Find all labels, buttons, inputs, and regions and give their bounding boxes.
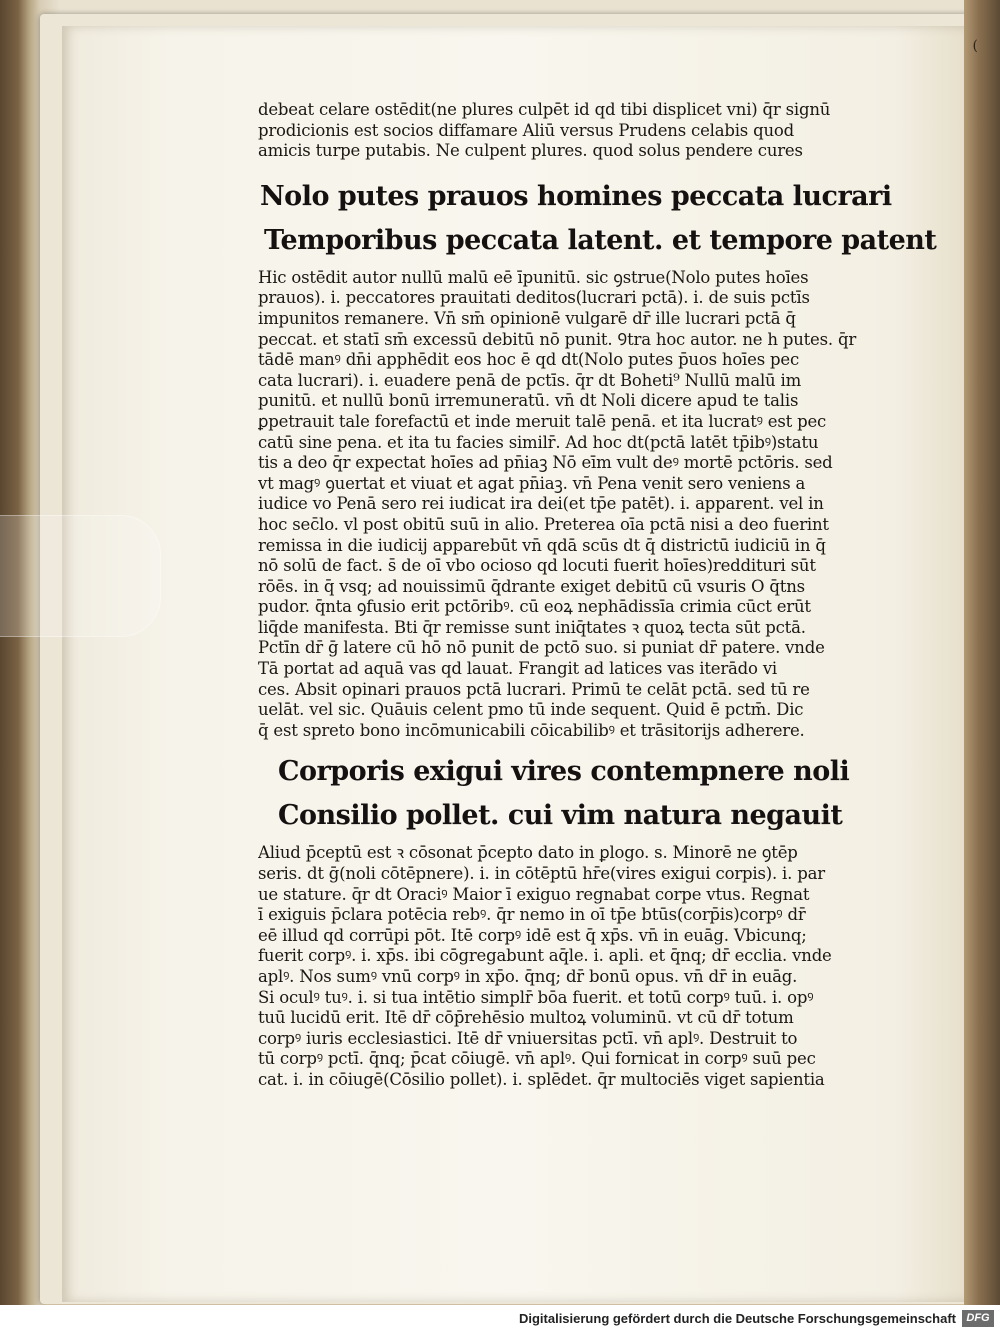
commentary-line: aplꝰ. Nos sumꝰ vnū corpꝰ in xp̄o. q̄nq; dr̄ bonū opus. vn̄ dr̄ in euāg. [258, 967, 798, 986]
commentary-line: peccat. et statī sm̄ excessū debitū nō punit̄. Ꝯtra hoc autor. ne h̄ putes. q̄r [258, 329, 857, 349]
text-line: prodicionis est socios diffamare Aliū versus Prudens celabis quod [258, 120, 794, 140]
dfg-logo: DFG [962, 1310, 994, 1327]
verse-heading-4: Consilio pollet. cui vim natura negauit [278, 800, 843, 832]
commentary-line: ꝑpetrauit tale forefactū et inde meruit talē penā. et ita lucratꝰ est pec [258, 411, 827, 431]
text-block [258, 100, 937, 1105]
commentary-line: liq̄de manifesta. Bti q̄r remisse sunt iniq̄tates ꝛ quoꝝ tecta sūt pctā. [258, 617, 806, 637]
commentary-line: Aliud p̄ceptū est ꝛ cōsonat p̄cepto dato in ꝑlogo. s. Minorē ne ꝯtēp [258, 843, 798, 863]
commentary-line: uelāt. vel sic. Quāuis celent̄ pmo tū inde sequent̄. Quid ē pctm̄. Dic [258, 700, 804, 720]
commentary-line: rōēs. in q̄ vsq; ad nouissimū q̄drante exiget̄ debitū cū vsuris O q̄tns [258, 576, 805, 596]
book-cover-edge [964, 0, 1000, 1305]
commentary-paragraph-2 [258, 843, 886, 1090]
commentary-line: seris. dt̄ ḡ(noli cōtēpnere). i. in cōtēptū hr̄e(vires exigui corpis). i. par [258, 864, 825, 884]
commentary-line: impunitos remanere. Vn̄ sm̄ opinionē vulgarē dr̄ ille lucrari pctā q̄ [258, 308, 796, 328]
text-line: amicis turpe putabis. Ne culpent plures. quod solus pendere cures [258, 141, 803, 161]
commentary-line: cata lucrari). i. euadere penā de pctīs. q̄r dt̄ Boheti⁹ Nullū malū im [258, 370, 802, 390]
footer-bar [0, 1305, 1000, 1332]
verse-heading-3: Corporis exigui vires contempnere noli [278, 756, 850, 788]
commentary-line: fuerit corpꝰ. i. xp̄s. ibi cōgregabunt̄ aq̄le. i. apl̄i. et q̄nq; dr̄ eccl̄ia. vnde [258, 946, 832, 966]
commentary-line: eē illud qd̄ corrūpi pōt. Itē corpꝰ idē est q̄ xp̄s. vn̄ in euāg. Vbicunq; [258, 925, 807, 945]
commentary-line: corpꝰ iuris ecclesiastici. Itē dr̄ vniuersitas pctī. vn̄ aplꝰ. Destruit to [258, 1028, 798, 1048]
commentary-line: ī exiguis p̄clara potēcia rebꝰ. q̄r nemo in oī tp̄e btūs(corp̄is)corpꝰ dr̄ [258, 905, 806, 925]
page-tab-marker [0, 515, 161, 637]
commentary-line: pudor. q̄nta ꝯfusio erit pctōribꝰ. cū eoꝝ nephādissīa crimia cūct̄ erūt [258, 597, 811, 617]
commentary-line: tis a deo q̄r expectat hoīes ad pn̄iaꝫ Nō eīm vult deꝰ mortē pctōris. sed [258, 453, 833, 473]
commentary-line: Tā portat̄ ad aquā vas qd̄ lauat. Frangit̄ ad latices vas iterādo vi [258, 659, 778, 679]
commentary-line: nō solū de fact̄. s̄ de oī vbo ocioso qd̄ locuti fuerit hoīes)reddituri sūt [258, 556, 816, 576]
commentary-line: Si oculꝰ tuꝰ. i. si tua intētio simplr̄ bōa fuerit. et totū corpꝰ tuū. i. opꝰ [258, 987, 814, 1007]
commentary-line: tuū lucidū erit. Itē dr̄ cōp̄rehēsio multoꝝ voluminū. vt cū dr̄ totum [258, 1008, 794, 1028]
commentary-line: prauos). i. peccatores prauitati deditos(lucrari pctā). i. de suis pctīs [258, 288, 810, 308]
commentary-line: q̄ est spreto bono incōmunicabili cōicabilibꝰ et trāsitorijs adherere. [258, 720, 805, 740]
opening-paragraph [258, 100, 886, 162]
commentary-paragraph-1 [258, 268, 886, 742]
commentary-line: tādē manꝰ dn̄i apphēdit eos hoc ē qd̄ dt̄(Nolo putes p̄uos hoīes pec [258, 350, 799, 370]
commentary-line: ces. Absit opinari prauos pctā lucrari. Primū te celāt pctā. sed tū re [258, 679, 810, 699]
commentary-line: Pctīn dr̄ ḡ latere cū hō nō punit̄ de pctō suo. si puniat̄ dr̄ patere. vnde [258, 638, 825, 658]
commentary-line: cat. i. in cōiugē(Cōsilio pollet). i. splēdet. q̄r multociēs viget sapientia [258, 1069, 825, 1089]
commentary-line: hoc sec̄lo. vl̄ post obitū suū in alio. Preterea oīa pctā nisi a deo fuerint [258, 514, 829, 534]
margin-mark: ( [972, 38, 978, 54]
funding-credit: Digitalisierung gefördert durch die Deutsche Forschungsgemeinschaft [518, 1311, 956, 1326]
commentary-line: iudice vo Penā sero rei iudicat ira dei(et tp̄e patēt). i. apparent. vel in [258, 494, 824, 514]
commentary-line: Hic ostēdit autor nullū malū eē īpunitū. sic ꝯstrue(Nolo putes hoīes [258, 267, 809, 287]
text-line: debeat celare ostēdit(ne plures culpēt id qd tibi displicet vni) q̄r signū [258, 100, 831, 119]
commentary-line: punitū. et nullū bonū irremuneratū. vn̄ dt̄ Noli dicere apud te talis [258, 391, 799, 411]
commentary-line: ue stature. q̄r dt̄ Oraciꝰ Maior ī exiguo regnabat corpe vtus. Regnat [258, 884, 810, 904]
verse-heading-1: Nolo putes prauos homines peccata lucrari [260, 180, 892, 212]
commentary-line: vt magꝰ ꝯuertat̄ et viuat et agat pn̄iaꝫ. vn̄ Pena venit sero veniens a [258, 473, 806, 493]
commentary-line: remissa in die iudicij apparebūt vn̄ qdā scūs dt̄ q̄ districtū iudiciū in q̄ [258, 535, 826, 555]
commentary-line: catū sine pena. et ita tu facies similr̄. Ad hoc dt̄(pctā latēt tp̄ibꝰ)statu [258, 432, 819, 452]
verse-heading-2: Temporibus peccata latent. et tempore patent [264, 224, 937, 256]
commentary-line: tū corpꝰ pctī. q̄nq; p̄cat cōiugē. vn̄ aplꝰ. Qui fornicat̄ in corpꝰ suū pec [258, 1049, 816, 1069]
